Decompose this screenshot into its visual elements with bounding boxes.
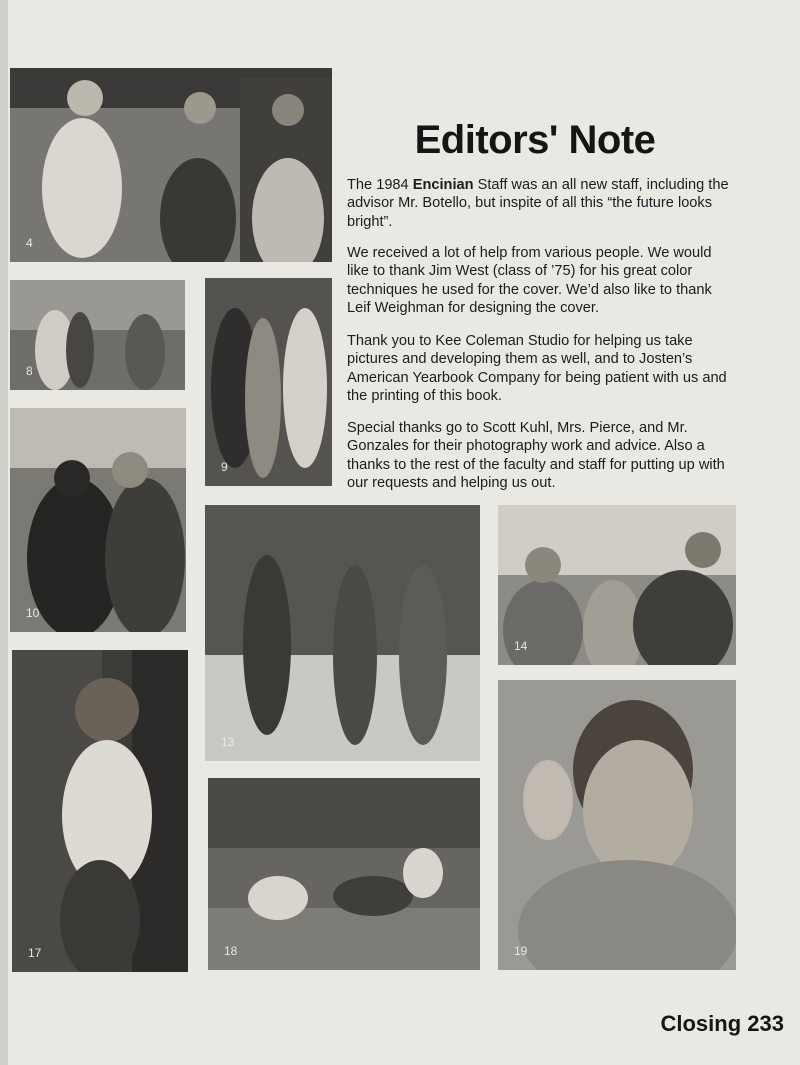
photo-4 [10,68,332,262]
photo-10 [10,408,186,632]
paragraph-text: Staff was an all new staff, including the advisor Mr. Botello, but inspite of all this “the future looks bright”. [347,177,729,230]
photo-14 [498,505,736,665]
paragraph-text: The 1984 [347,177,413,193]
paragraph-special-thanks: Special thanks go to Scott Kuhl, Mrs. Pierce, and Mr. Gonzales for their photography work and advice. Also a thanks to the rest of the faculty and staff for putting up with our requests and helping us out. [347,420,725,492]
photo-number: 13 [221,735,235,749]
paragraph-staff [347,176,737,231]
paragraph-thanks-studio: Thank you to Kee Coleman Studio for helping us take pictures and developing them as well, and to Josten’s American Yearbook Company for being patient with us and the printing of this book. [347,333,727,405]
photo-number: 17 [28,946,42,960]
photo-9 [205,278,332,486]
photo-8 [10,280,185,390]
page-footer [660,1011,784,1037]
section-name: Closing [660,1011,742,1036]
photo-17 [12,650,188,972]
photo-number: 19 [514,944,528,958]
photo-number: 10 [26,606,40,620]
photo-19 [498,680,736,970]
photo-13 [205,505,480,761]
page-title: Editors' Note [414,118,656,162]
yearbook-name: Encinian [412,177,474,193]
photo-number: 8 [26,364,33,378]
photo-number: 14 [514,639,528,653]
page-number: 233 [747,1011,784,1036]
photo-number: 4 [26,236,33,250]
page-spine-edge [0,0,8,1065]
photo-number: 9 [221,460,228,474]
paragraph-thanks-cover: We received a lot of help from various people. We would like to thank Jim West (class of ’75) for his great color techniques he used for the cover. We’d also like to thank Leif Weighman for designing the cover. [347,245,712,317]
photo-number: 18 [224,944,238,958]
photo-18 [208,778,480,970]
